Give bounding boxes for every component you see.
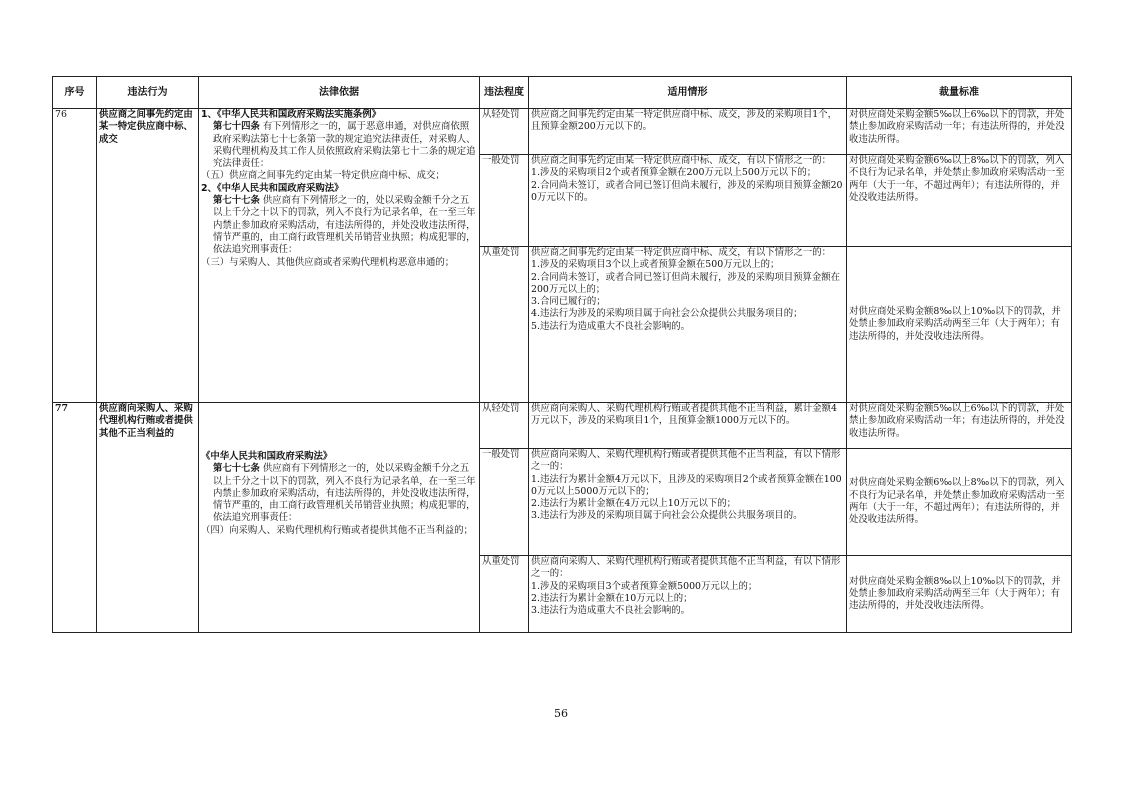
article-item: （四）向采购人、采购代理机构行贿或者提供其他不正当利益的； <box>201 524 473 536</box>
standard-cell: 对供应商处采购金额6‰以上8‰以下的罚款，列入不良行为记录名单，并处禁止参加政府采购活动一至两年（大于一年，不超过两年）；有违法所得的，并处没收违法所得。 <box>847 449 1072 556</box>
situation-cell <box>529 449 847 556</box>
degree-cell: 从轻处罚 <box>480 109 529 155</box>
degree-cell: 从轻处罚 <box>480 403 529 449</box>
standard-cell: 对供应商处采购金额5‰以上6‰以下的罚款，并处禁止参加政府采购活动一年；有违法所得的，并处没收违法所得。 <box>847 403 1072 449</box>
situation-line: 4.违法行为涉及的采购项目属于向社会公众提供公共服务项目的； <box>531 308 803 320</box>
article-text: 供应商有下列情形之一的，处以采购金额千分之五以上千分之十以下的罚款，列入不良行为记录名单，在一至三年内禁止参加政府采购活动，有违法所得的，并处没收违法所得，情节严重的，由工商行政管理机关吊销营业执照；构成犯罪的，依法追究刑事责任： <box>213 463 476 524</box>
row-act: 供应商向采购人、采购代理机构行贿或者提供其他不正当利益的 <box>97 403 199 633</box>
situation-cell: 供应商向采购人、采购代理机构行贿或者提供其他不正当利益，累计金额4万元以下，涉及的采购项目1个，且预算金额1000万元以下的。 <box>529 403 847 449</box>
law-article <box>201 463 477 524</box>
situation-cell: 供应商之间事先约定由某一特定供应商中标、成交，涉及的采购项目1个，且预算金额200万元以下的。 <box>529 109 847 155</box>
law-article <box>201 121 477 170</box>
law-article <box>201 195 477 256</box>
table-header-row <box>53 77 1072 109</box>
article-number: 第七十四条 <box>213 121 260 133</box>
penalty-table <box>52 76 1072 633</box>
degree-cell: 从重处罚 <box>480 247 529 403</box>
table-row-77-light <box>53 403 1072 449</box>
situation-line: 5.违法行为造成重大不良社会影响的。 <box>531 320 690 332</box>
header-law: 法律依据 <box>199 77 480 109</box>
situation-line: 3.合同已履行的； <box>531 296 606 308</box>
law-title: 2、《中华人民共和国政府采购法》 <box>201 182 344 194</box>
standard-cell: 对供应商处采购金额8‰以上10‰以下的罚款，并处禁止参加政府采购活动两至三年（大于两年）；有违法所得的，并处没收违法所得。 <box>847 247 1072 403</box>
situation-line: 2.违法行为累计金额在4万元以上10万元以下的； <box>531 498 736 510</box>
article-number: 第七十七条 <box>213 195 260 207</box>
situation-line: 2.违法行为累计金额在10万元以上的； <box>531 592 693 604</box>
article-text: 供应商有下列情形之一的，处以采购金额千分之五以上千分之十以下的罚款，列入不良行为记录名单，在一至三年内禁止参加政府采购活动，有违法所得的，并处没收违法所得，情节严重的，由工商行政管理机关吊销营业执照；构成犯罪的，依法追究刑事责任： <box>213 195 476 256</box>
degree-cell: 从重处罚 <box>480 556 529 633</box>
header-index: 序号 <box>53 77 97 109</box>
row-law <box>199 403 480 633</box>
page-number: 56 <box>554 707 568 720</box>
law-title: 1、《中华人民共和国政府采购法实施条例》 <box>201 109 381 120</box>
situation-line: 供应商向采购人、采购代理机构行贿或者提供其他不正当利益，有以下情形之一的： <box>531 449 841 473</box>
article-text: 有下列情形之一的，属于恶意串通，对供应商依照政府采购法第七十七条第一款的规定追究法律责任，对采购人、采购代理机构及其工作人员依照政府采购法第七十二条的规定追究法律责任： <box>213 121 476 170</box>
article-number: 第七十七条 <box>213 463 260 475</box>
law-title: 《中华人民共和国政府采购法》 <box>201 451 333 462</box>
standard-cell: 对供应商处采购金额8‰以上10‰以下的罚款，并处禁止参加政府采购活动两至三年（大于两年）；有违法所得的，并处没收违法所得。 <box>847 556 1072 633</box>
row-index: 76 <box>53 109 97 403</box>
situation-line: 供应商之间事先约定由某一特定供应商中标、成交，有以下情形之一的： <box>531 247 832 258</box>
situation-cell <box>529 155 847 247</box>
row-law <box>199 109 480 403</box>
header-act: 违法行为 <box>97 77 199 109</box>
situation-line: 1.违法行为累计金额4万元以下，且涉及的采购项目2个或者预算金额在1000万元以上5000万元以下的； <box>531 473 842 497</box>
situation-line: 2.合同尚未签订，或者合同已签订但尚未履行，涉及的采购项目预算金额200万元以下的。 <box>531 179 843 203</box>
situation-line: 1.涉及的采购项目2个或者预算金额在200万元以上500万元以下的； <box>531 167 817 179</box>
header-degree: 违法程度 <box>480 77 529 109</box>
degree-cell: 一般处罚 <box>480 449 529 556</box>
situation-line: 3.违法行为涉及的采购项目属于向社会公众提供公共服务项目的。 <box>531 510 803 522</box>
degree-cell: 一般处罚 <box>480 155 529 247</box>
table-row-76-light <box>53 109 1072 155</box>
standard-cell: 对供应商处采购金额5‰以上6‰以下的罚款，并处禁止参加政府采购活动一年；有违法所得的，并处没收违法所得。 <box>847 109 1072 155</box>
situation-line: 3.违法行为造成重大不良社会影响的。 <box>531 605 690 617</box>
article-item: （三）与采购人、其他供应商或者采购代理机构恶意串通的； <box>201 256 455 268</box>
standard-cell: 对供应商处采购金额6‰以上8‰以下的罚款，列入不良行为记录名单，并处禁止参加政府采购活动一至两年（大于一年，不超过两年）；有违法所得的，并处没收违法所得。 <box>847 155 1072 247</box>
header-standard: 裁量标准 <box>847 77 1072 109</box>
situation-line: 供应商之间事先约定由某一特定供应商中标、成交，有以下情形之一的： <box>531 155 832 166</box>
situation-line: 1.涉及的采购项目3个或者预算金额5000万元以上的； <box>531 580 758 592</box>
header-situation: 适用情形 <box>529 77 847 109</box>
situation-cell <box>529 247 847 403</box>
situation-line: 供应商向采购人、采购代理机构行贿或者提供其他不正当利益，有以下情形之一的： <box>531 556 841 580</box>
row-index: 77 <box>53 403 97 633</box>
row-act: 供应商之间事先约定由某一特定供应商中标、成交 <box>97 109 199 403</box>
situation-line: 2.合同尚未签订，或者合同已签订但尚未履行，涉及的采购项目预算金额在200万元以上的； <box>531 271 840 295</box>
article-item: （五）供应商之间事先约定由某一特定供应商中标、成交； <box>201 170 445 182</box>
situation-line: 1.涉及的采购项目3个以上或者预算金额在500万元以上的； <box>531 259 780 271</box>
situation-cell <box>529 556 847 633</box>
